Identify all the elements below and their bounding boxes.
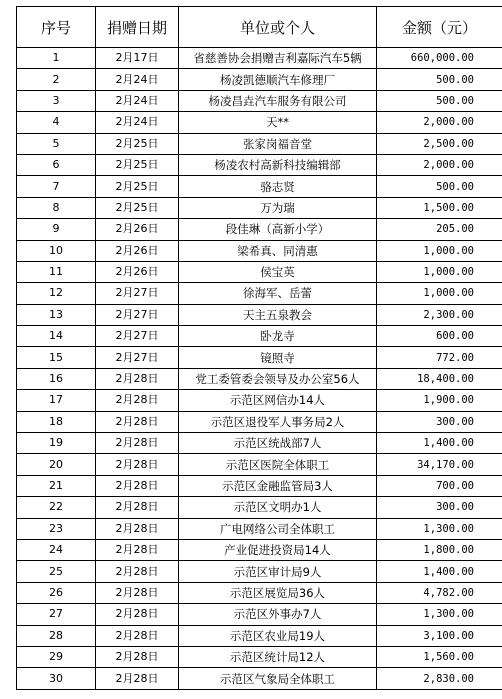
table-row [17,48,502,69]
table-row [17,539,502,560]
row-amount: 18,400.00 [377,368,502,389]
row-donation-date: 2月25日 [96,197,179,218]
table-row [17,668,502,689]
row-donation-date: 2月28日 [96,433,179,454]
row-amount: 34,170.00 [377,454,502,475]
row-donation-date: 2月28日 [96,539,179,560]
row-donation-date: 2月27日 [96,304,179,325]
table-row [17,304,502,325]
row-donation-date: 2月27日 [96,283,179,304]
row-serial-number: 30 [17,668,96,689]
row-serial-number: 22 [17,497,96,518]
row-serial-number: 9 [17,219,96,240]
row-donation-date: 2月27日 [96,326,179,347]
row-amount: 1,300.00 [377,604,502,625]
row-amount: 1,400.00 [377,561,502,582]
donation-table [16,6,502,690]
row-serial-number: 21 [17,475,96,496]
row-serial-number: 1 [17,48,96,69]
table-header-row [17,7,502,48]
header-donation-date: 捐赠日期 [96,7,179,48]
row-serial-number: 7 [17,176,96,197]
row-amount: 600.00 [377,326,502,347]
row-serial-number: 5 [17,133,96,154]
table-row [17,433,502,454]
row-serial-number: 20 [17,454,96,475]
donation-sheet [16,6,502,699]
row-donation-date: 2月28日 [96,368,179,389]
row-amount: 660,000.00 [377,48,502,69]
row-serial-number: 4 [17,112,96,133]
row-amount: 1,560.00 [377,646,502,667]
row-serial-number: 6 [17,154,96,175]
row-amount: 2,500.00 [377,133,502,154]
row-amount: 1,000.00 [377,261,502,282]
row-amount: 205.00 [377,219,502,240]
row-donor-name: 示范区文明办1人 [179,497,377,518]
row-donor-name: 示范区网信办14人 [179,390,377,411]
table-row [17,283,502,304]
row-serial-number: 29 [17,646,96,667]
row-donor-name: 侯宝英 [179,261,377,282]
row-amount: 2,830.00 [377,668,502,689]
table-row [17,454,502,475]
row-amount: 1,000.00 [377,283,502,304]
row-amount: 300.00 [377,497,502,518]
row-amount: 3,100.00 [377,625,502,646]
table-row [17,497,502,518]
row-serial-number: 2 [17,69,96,90]
table-row [17,368,502,389]
row-donation-date: 2月25日 [96,176,179,197]
row-donor-name: 张家岗福音堂 [179,133,377,154]
row-amount: 2,000.00 [377,154,502,175]
table-row [17,176,502,197]
row-donation-date: 2月28日 [96,518,179,539]
row-amount: 300.00 [377,411,502,432]
table-row [17,604,502,625]
table-row [17,69,502,90]
row-donor-name: 示范区退役军人事务局2人 [179,411,377,432]
row-donation-date: 2月28日 [96,411,179,432]
row-donor-name: 天** [179,112,377,133]
row-donor-name: 示范区金融监管局3人 [179,475,377,496]
row-amount: 700.00 [377,475,502,496]
row-amount: 772.00 [377,347,502,368]
row-donor-name: 卧龙寺 [179,326,377,347]
row-donation-date: 2月28日 [96,668,179,689]
row-donation-date: 2月28日 [96,625,179,646]
row-donor-name: 万为瑞 [179,197,377,218]
row-serial-number: 19 [17,433,96,454]
row-donor-name: 省慈善协会捐赠吉利嘉际汽车5辆 [179,48,377,69]
table-row [17,390,502,411]
row-amount: 1,400.00 [377,433,502,454]
row-serial-number: 8 [17,197,96,218]
row-donor-name: 示范区统战部7人 [179,433,377,454]
table-row [17,561,502,582]
row-serial-number: 28 [17,625,96,646]
row-donation-date: 2月24日 [96,112,179,133]
row-donor-name: 示范区统计局12人 [179,646,377,667]
row-donation-date: 2月28日 [96,454,179,475]
row-serial-number: 12 [17,283,96,304]
row-donor-name: 示范区外事办7人 [179,604,377,625]
table-row [17,625,502,646]
row-donation-date: 2月27日 [96,347,179,368]
table-row [17,582,502,603]
row-donor-name: 示范区农业局19人 [179,625,377,646]
row-serial-number: 18 [17,411,96,432]
table-row [17,261,502,282]
row-donation-date: 2月28日 [96,390,179,411]
row-amount: 1,900.00 [377,390,502,411]
row-serial-number: 24 [17,539,96,560]
row-donation-date: 2月25日 [96,133,179,154]
row-serial-number: 3 [17,90,96,111]
row-donor-name: 段佳琳（高新小学） [179,219,377,240]
table-row [17,133,502,154]
row-amount: 1,000.00 [377,240,502,261]
row-donation-date: 2月28日 [96,475,179,496]
row-donation-date: 2月24日 [96,69,179,90]
row-donation-date: 2月28日 [96,646,179,667]
row-amount: 1,800.00 [377,539,502,560]
table-row [17,112,502,133]
table-row [17,475,502,496]
row-donation-date: 2月28日 [96,561,179,582]
header-donor: 单位或个人 [179,7,377,48]
row-serial-number: 11 [17,261,96,282]
row-donor-name: 产业促进投资局14人 [179,539,377,560]
row-amount: 1,500.00 [377,197,502,218]
row-donor-name: 梁希真、同清惠 [179,240,377,261]
table-row [17,219,502,240]
row-amount: 500.00 [377,176,502,197]
row-donation-date: 2月25日 [96,154,179,175]
row-donor-name: 镜照寺 [179,347,377,368]
row-donor-name: 示范区展览局36人 [179,582,377,603]
row-amount: 500.00 [377,69,502,90]
table-row [17,326,502,347]
row-donation-date: 2月28日 [96,604,179,625]
row-donor-name: 天主五泉教会 [179,304,377,325]
row-serial-number: 17 [17,390,96,411]
row-serial-number: 15 [17,347,96,368]
row-serial-number: 23 [17,518,96,539]
row-amount: 500.00 [377,90,502,111]
table-row [17,518,502,539]
table-row [17,154,502,175]
row-serial-number: 14 [17,326,96,347]
row-amount: 4,782.00 [377,582,502,603]
header-serial-number: 序号 [17,7,96,48]
table-row [17,90,502,111]
row-donor-name: 示范区审计局9人 [179,561,377,582]
table-row [17,197,502,218]
table-row [17,240,502,261]
row-donor-name: 示范区气象局全体职工 [179,668,377,689]
row-amount: 2,000.00 [377,112,502,133]
row-donor-name: 杨凌农村高新科技编辑部 [179,154,377,175]
row-donor-name: 徐海军、岳蕾 [179,283,377,304]
row-donation-date: 2月26日 [96,261,179,282]
row-serial-number: 27 [17,604,96,625]
table-row [17,646,502,667]
row-donor-name: 示范区医院全体职工 [179,454,377,475]
row-donation-date: 2月28日 [96,582,179,603]
row-serial-number: 10 [17,240,96,261]
row-donation-date: 2月24日 [96,90,179,111]
row-donor-name: 杨凌凯德顺汽车修理厂 [179,69,377,90]
table-body [17,48,502,690]
row-serial-number: 13 [17,304,96,325]
table-row [17,411,502,432]
row-donor-name: 杨凌昌垚汽车服务有限公司 [179,90,377,111]
row-donation-date: 2月26日 [96,240,179,261]
header-amount: 金额（元） [377,7,502,48]
row-donation-date: 2月17日 [96,48,179,69]
table-row [17,347,502,368]
row-donation-date: 2月26日 [96,219,179,240]
row-serial-number: 25 [17,561,96,582]
row-donor-name: 广电网络公司全体职工 [179,518,377,539]
row-amount: 1,300.00 [377,518,502,539]
row-donor-name: 党工委管委会领导及办公室56人 [179,368,377,389]
row-serial-number: 26 [17,582,96,603]
row-donor-name: 骆志贤 [179,176,377,197]
row-amount: 2,300.00 [377,304,502,325]
row-serial-number: 16 [17,368,96,389]
row-donation-date: 2月28日 [96,497,179,518]
